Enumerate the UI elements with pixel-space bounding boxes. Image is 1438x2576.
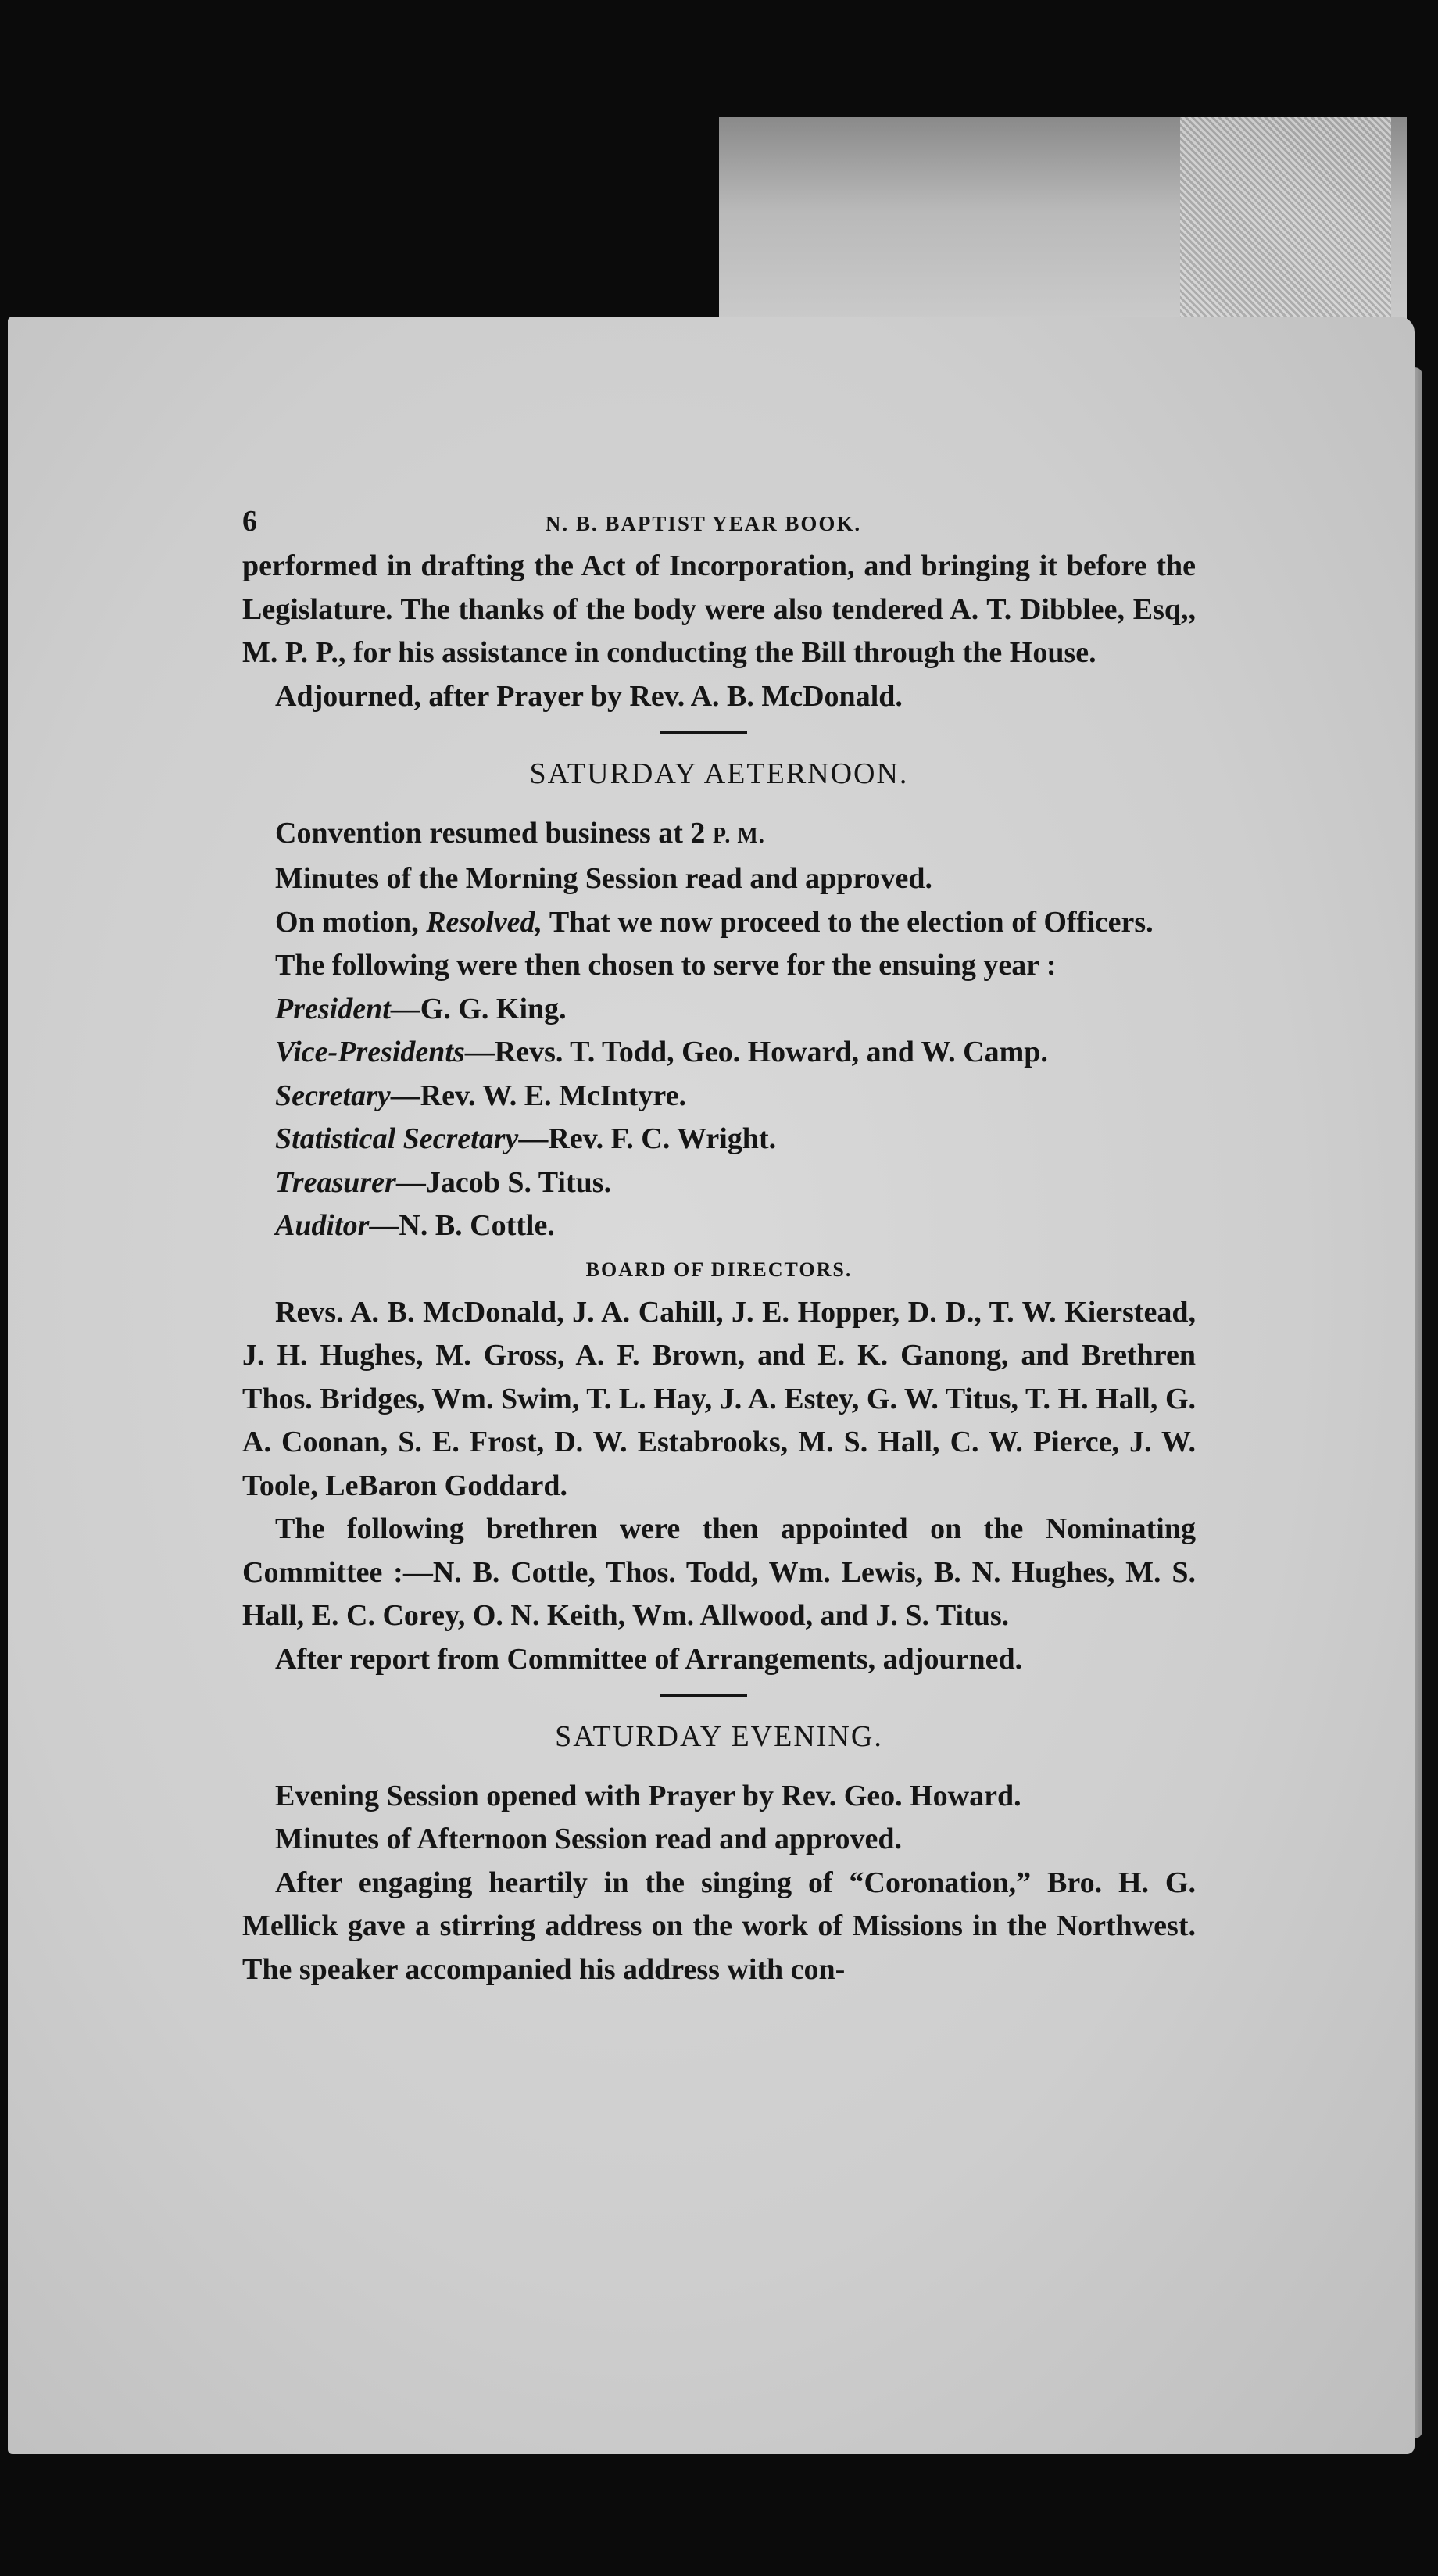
officer-title: Treasurer	[275, 1165, 396, 1199]
officer-title: Vice-Presidents	[275, 1036, 465, 1068]
morning-minutes: Minutes of the Morning Session read and approved.	[275, 862, 933, 895]
officer-auditor	[242, 1204, 1196, 1248]
page-text	[242, 500, 1196, 1991]
chosen-intro: The following were then chosen to serve for the ensuing year :	[275, 949, 1057, 982]
section-heading-evening: SATURDAY EVENING.	[555, 1720, 883, 1753]
section-heading-afternoon: SATURDAY AETERNOON.	[529, 757, 909, 790]
evening-opened: Evening Session opened with Prayer by Rev. Geo. Howard.	[275, 1779, 1021, 1812]
officer-vice-presidents	[242, 1031, 1196, 1075]
officer-secretary	[242, 1075, 1196, 1118]
page-number: 6	[242, 505, 257, 538]
address-paragraph: After engaging heartily in the singing of “Coronation,” Bro. H. G. Mellick gave a stirring address on the work of Missions in the Northwest. The speaker accompanied his address with con-	[242, 1866, 1196, 1986]
resumed-time: P. M.	[712, 823, 765, 848]
motion-text: That we now proceed to the election of Officers.	[542, 905, 1154, 939]
motion-prefix: On motion,	[275, 905, 427, 939]
officer-treasurer	[242, 1161, 1196, 1205]
officer-names: —Rev. W. E. McIntyre.	[390, 1079, 686, 1112]
motion-paragraph	[242, 901, 1196, 945]
afternoon-minutes: Minutes of Afternoon Session read and approved.	[275, 1823, 902, 1855]
page-header	[242, 500, 1196, 543]
adjourned-line: Adjourned, after Prayer by Rev. A. B. McDonald.	[275, 679, 903, 713]
officer-names: —Rev. F. C. Wright.	[518, 1122, 777, 1155]
intro-paragraph: performed in drafting the Act of Incorporation, and bringing it before the Legislature. The thanks of the body were also tendered A. T. Dibblee, Esq,, M. P. P., for his assistance in conducting the Bill through the House.	[242, 549, 1196, 669]
officer-names: —Jacob S. Titus.	[395, 1165, 612, 1199]
section-divider	[660, 1694, 747, 1697]
resumed-prefix: Convention resumed business at 2	[275, 816, 713, 850]
officer-title: Secretary	[275, 1079, 391, 1112]
officer-names: —Revs. T. Todd, Geo. Howard, and W. Camp.	[464, 1036, 1048, 1068]
officer-statistical-secretary	[242, 1118, 1196, 1161]
officer-president	[242, 988, 1196, 1032]
board-members: Revs. A. B. McDonald, J. A. Cahill, J. E. Hopper, D. D., T. W. Kierstead, J. H. Hughes, M. Gross, A. F. Brown, and E. K. Ganong, and Brethren Thos. Bridges, Wm. Swim, T. L. Hay, J. A. Estey, G. W. Titus, T. H. Hall, G. A. Coonan, S. E. Frost, D. W. Estabrooks, M. S. Hall, C. W. Pierce, J. W. Toole, LeBaron Goddard.	[242, 1295, 1196, 1502]
section-divider	[660, 731, 747, 734]
officer-names: —N. B. Cottle.	[369, 1209, 555, 1242]
officer-title: Statistical Secretary	[275, 1122, 519, 1155]
nominating-committee: The following brethren were then appointed on the Nominating Committee :—N. B. Cottle, Thos. Todd, Wm. Lewis, B. N. Hughes, M. S. Hall, E. C. Corey, O. N. Keith, Wm. Allwood, and J. S. Titus.	[242, 1512, 1196, 1632]
officer-title: President	[275, 992, 391, 1025]
officer-names: —G. G. King.	[390, 992, 567, 1025]
board-heading: BOARD OF DIRECTORS.	[585, 1258, 853, 1281]
after-report: After report from Committee of Arrangements, adjourned.	[275, 1642, 1023, 1676]
running-title: N. B. BAPTIST YEAR BOOK.	[545, 512, 862, 535]
motion-resolved: Resolved,	[426, 905, 542, 939]
officer-title: Auditor	[275, 1209, 370, 1242]
resumed-line	[242, 812, 1196, 858]
